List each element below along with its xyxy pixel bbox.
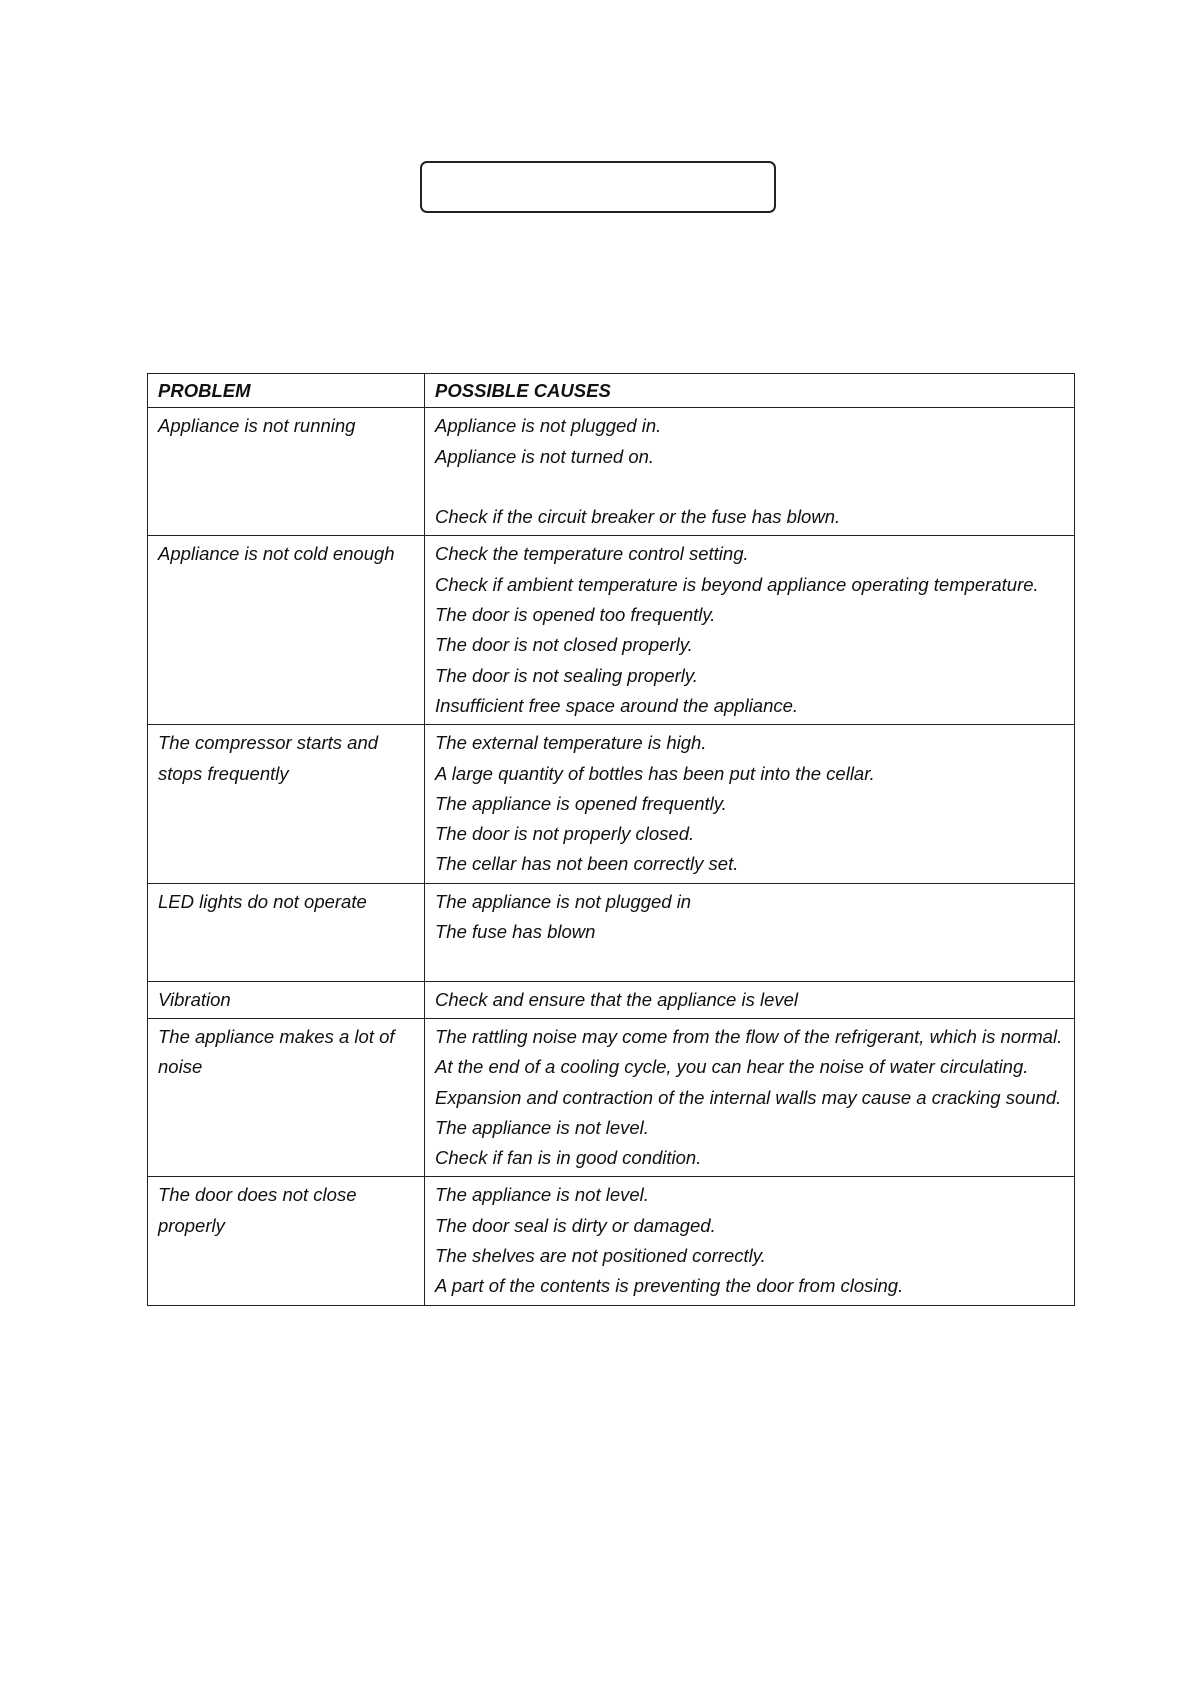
cause-line: The door seal is dirty or damaged. bbox=[435, 1214, 716, 1236]
table-row bbox=[148, 883, 1075, 981]
cause-line: Appliance is not turned on. bbox=[435, 445, 655, 467]
cause-line: The appliance is not plugged in bbox=[435, 890, 692, 912]
problem-cell: The door does not close properly bbox=[148, 1177, 425, 1305]
problem-cell: The compressor starts and stops frequently bbox=[148, 725, 425, 883]
cause-line: The door is opened too frequently. bbox=[435, 604, 716, 626]
causes-cell bbox=[425, 883, 1075, 981]
table-row bbox=[148, 408, 1075, 536]
table-row bbox=[148, 536, 1075, 725]
problem-cell: Appliance is not running bbox=[148, 408, 425, 536]
title-box bbox=[420, 161, 776, 213]
cause-line: The cellar has not been correctly set. bbox=[435, 853, 739, 875]
cause-line: The door is not properly closed. bbox=[435, 823, 695, 845]
causes-cell bbox=[425, 725, 1075, 883]
causes-cell bbox=[425, 1177, 1075, 1305]
table-row bbox=[148, 981, 1075, 1018]
problem-cell: The appliance makes a lot of noise bbox=[148, 1018, 425, 1176]
causes-cell bbox=[425, 981, 1075, 1018]
cause-line: Check if ambient temperature is beyond appliance operating temperature. bbox=[435, 573, 1039, 595]
cause-line: Expansion and contraction of the internal walls may cause a cracking sound. bbox=[435, 1086, 1062, 1108]
cause-line: The appliance is not level. bbox=[435, 1184, 649, 1206]
causes-cell bbox=[425, 536, 1075, 725]
header-problem: PROBLEM bbox=[148, 374, 425, 408]
cause-line: The rattling noise may come from the flow of the refrigerant, which is normal. bbox=[435, 1025, 1063, 1047]
blank-line bbox=[435, 947, 1064, 977]
table-header-row bbox=[148, 374, 1075, 408]
cause-line: At the end of a cooling cycle, you can hear the noise of water circulating. bbox=[435, 1056, 1029, 1078]
problem-cell: Appliance is not cold enough bbox=[148, 536, 425, 725]
header-possible-causes: POSSIBLE CAUSES bbox=[425, 374, 1075, 408]
cause-line: The fuse has blown bbox=[435, 921, 596, 943]
cause-line: A part of the contents is preventing the door from closing. bbox=[435, 1275, 904, 1297]
cause-line: Check if fan is in good condition. bbox=[435, 1147, 702, 1169]
causes-cell bbox=[425, 1018, 1075, 1176]
table-row bbox=[148, 1177, 1075, 1305]
cause-line: The door is not closed properly. bbox=[435, 634, 693, 656]
causes-cell bbox=[425, 408, 1075, 536]
table-body bbox=[148, 408, 1075, 1305]
cause-line: The appliance is opened frequently. bbox=[435, 792, 727, 814]
cause-line: Check if the circuit breaker or the fuse has blown. bbox=[435, 506, 841, 528]
problem-cell: LED lights do not operate bbox=[148, 883, 425, 981]
troubleshooting-table bbox=[147, 373, 1075, 1306]
cause-line: The door is not sealing properly. bbox=[435, 664, 698, 686]
blank-line bbox=[435, 472, 1064, 502]
cause-line: The appliance is not level. bbox=[435, 1116, 649, 1138]
table-row bbox=[148, 1018, 1075, 1176]
cause-line: The external temperature is high. bbox=[435, 732, 707, 754]
cause-line: Appliance is not plugged in. bbox=[435, 415, 662, 437]
table-row bbox=[148, 725, 1075, 883]
cause-line: Check and ensure that the appliance is level bbox=[435, 988, 799, 1010]
cause-line: Check the temperature control setting. bbox=[435, 543, 749, 565]
problem-cell: Vibration bbox=[148, 981, 425, 1018]
cause-line: A large quantity of bottles has been put into the cellar. bbox=[435, 762, 875, 784]
cause-line: The shelves are not positioned correctly. bbox=[435, 1245, 766, 1267]
cause-line: Insufficient free space around the appliance. bbox=[435, 694, 799, 716]
